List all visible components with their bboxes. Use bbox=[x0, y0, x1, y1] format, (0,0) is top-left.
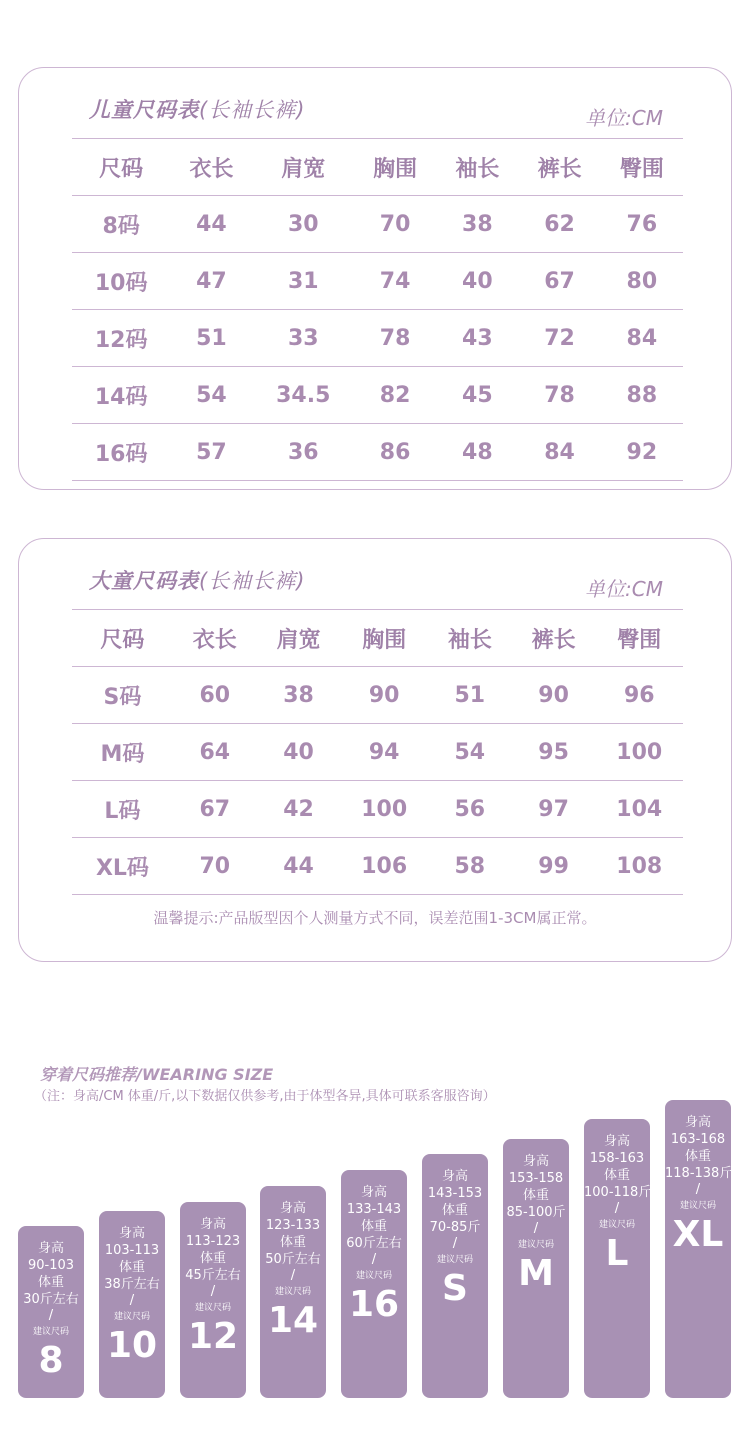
children-size-table bbox=[72, 138, 683, 481]
table-row bbox=[72, 424, 683, 481]
height-range: 103-113 bbox=[104, 1243, 160, 1258]
size-bar-12 bbox=[180, 1202, 246, 1398]
table-cell: 78 bbox=[518, 367, 600, 424]
column-header: 肩宽 bbox=[257, 610, 341, 667]
teen-chart-title: 大童尺码表(长袖长裤) bbox=[89, 569, 306, 593]
size-code: 14 bbox=[267, 1300, 319, 1341]
weight-label: 体重 bbox=[37, 1275, 64, 1290]
recommend-label: 建议尺码 bbox=[355, 1271, 392, 1281]
recommend-label: 建议尺码 bbox=[113, 1312, 150, 1322]
divider-slash: / bbox=[533, 1221, 539, 1236]
recommend-label: 建议尺码 bbox=[32, 1327, 69, 1337]
height-range: 153-158 bbox=[508, 1171, 564, 1186]
table-cell: 64 bbox=[173, 724, 257, 781]
measurement-note: 温馨提示:产品版型因个人测量方式不同，误差范围1-3CM属正常。 bbox=[153, 909, 597, 927]
size-code: 16 bbox=[348, 1284, 400, 1325]
size-bar-s bbox=[422, 1154, 488, 1398]
weight-label: 体重 bbox=[684, 1149, 711, 1164]
teen-chart-unit: 单位:CM bbox=[585, 577, 663, 601]
divider-slash: / bbox=[210, 1284, 216, 1299]
height-range: 158-163 bbox=[589, 1151, 645, 1166]
table-cell: 104 bbox=[596, 781, 683, 838]
column-header: 肩宽 bbox=[253, 139, 354, 196]
divider-slash: / bbox=[614, 1201, 620, 1216]
height-label: 身高 bbox=[360, 1185, 387, 1200]
table-cell: 45 bbox=[436, 367, 518, 424]
table-row bbox=[72, 724, 683, 781]
height-range: 133-143 bbox=[346, 1202, 402, 1217]
divider-slash: / bbox=[290, 1268, 296, 1283]
table-cell: 95 bbox=[512, 724, 596, 781]
size-code: S bbox=[442, 1268, 468, 1309]
children-size-card bbox=[18, 67, 732, 490]
table-cell: 100 bbox=[340, 781, 427, 838]
weight-label: 体重 bbox=[279, 1235, 306, 1250]
table-cell: 8码 bbox=[72, 196, 170, 253]
table-cell: 44 bbox=[257, 838, 341, 895]
table-cell: 47 bbox=[170, 253, 252, 310]
table-cell: 84 bbox=[518, 424, 600, 481]
table-header-row bbox=[72, 610, 683, 667]
height-label: 身高 bbox=[118, 1226, 145, 1241]
table-cell: 54 bbox=[170, 367, 252, 424]
table-cell: 43 bbox=[436, 310, 518, 367]
divider-slash: / bbox=[695, 1182, 701, 1197]
table-cell: L码 bbox=[72, 781, 173, 838]
table-cell: 90 bbox=[340, 667, 427, 724]
size-bar-m bbox=[503, 1139, 569, 1398]
recommend-label: 建议尺码 bbox=[436, 1255, 473, 1265]
column-header: 裤长 bbox=[512, 610, 596, 667]
table-cell: 70 bbox=[354, 196, 436, 253]
recommend-label: 建议尺码 bbox=[517, 1240, 554, 1250]
table-cell: 60 bbox=[173, 667, 257, 724]
table-header-row bbox=[72, 139, 683, 196]
size-bar-xl bbox=[665, 1100, 731, 1398]
height-label: 身高 bbox=[279, 1201, 306, 1216]
divider-slash: / bbox=[48, 1308, 54, 1323]
table-cell: 33 bbox=[253, 310, 354, 367]
column-header: 尺码 bbox=[72, 610, 173, 667]
weight-label: 体重 bbox=[441, 1203, 468, 1218]
table-cell: 12码 bbox=[72, 310, 170, 367]
table-cell: 90 bbox=[512, 667, 596, 724]
size-bar-16 bbox=[341, 1170, 407, 1398]
divider-slash: / bbox=[129, 1293, 135, 1308]
table-cell: 14码 bbox=[72, 367, 170, 424]
size-bar-8 bbox=[18, 1226, 84, 1398]
table-cell: 51 bbox=[428, 667, 512, 724]
height-label: 身高 bbox=[603, 1134, 630, 1149]
table-row bbox=[72, 253, 683, 310]
size-code: L bbox=[605, 1233, 629, 1274]
table-cell: 38 bbox=[436, 196, 518, 253]
table-cell: 10码 bbox=[72, 253, 170, 310]
teen-size-card bbox=[18, 538, 732, 962]
height-range: 113-123 bbox=[185, 1234, 241, 1249]
table-row bbox=[72, 838, 683, 895]
column-header: 裤长 bbox=[518, 139, 600, 196]
column-header: 尺码 bbox=[72, 139, 170, 196]
weight-label: 体重 bbox=[522, 1188, 549, 1203]
weight-range: 38斤左右 bbox=[104, 1277, 160, 1292]
column-header: 衣长 bbox=[170, 139, 252, 196]
size-code: 10 bbox=[106, 1325, 158, 1366]
table-cell: 88 bbox=[601, 367, 683, 424]
height-range: 90-103 bbox=[27, 1258, 75, 1273]
table-cell: 67 bbox=[518, 253, 600, 310]
table-cell: 42 bbox=[257, 781, 341, 838]
size-code: M bbox=[518, 1253, 554, 1294]
table-cell: M码 bbox=[72, 724, 173, 781]
size-code: 8 bbox=[38, 1340, 64, 1381]
table-cell: 97 bbox=[512, 781, 596, 838]
table-cell: 48 bbox=[436, 424, 518, 481]
table-cell: 44 bbox=[170, 196, 252, 253]
table-cell: 16码 bbox=[72, 424, 170, 481]
table-cell: 36 bbox=[253, 424, 354, 481]
column-header: 臀围 bbox=[596, 610, 683, 667]
table-cell: 76 bbox=[601, 196, 683, 253]
table-cell: 54 bbox=[428, 724, 512, 781]
table-cell: 51 bbox=[170, 310, 252, 367]
table-cell: 96 bbox=[596, 667, 683, 724]
children-chart-title: 儿童尺码表(长袖长裤) bbox=[89, 98, 306, 122]
table-cell: 74 bbox=[354, 253, 436, 310]
table-cell: 57 bbox=[170, 424, 252, 481]
height-label: 身高 bbox=[684, 1115, 711, 1130]
divider-slash: / bbox=[452, 1236, 458, 1251]
table-cell: 92 bbox=[601, 424, 683, 481]
column-header: 袖长 bbox=[436, 139, 518, 196]
size-code: 12 bbox=[187, 1316, 239, 1357]
table-cell: 80 bbox=[601, 253, 683, 310]
table-cell: 62 bbox=[518, 196, 600, 253]
recommend-label: 建议尺码 bbox=[194, 1303, 231, 1313]
table-cell: XL码 bbox=[72, 838, 173, 895]
weight-range: 50斤左右 bbox=[265, 1252, 321, 1267]
column-header: 臀围 bbox=[601, 139, 683, 196]
weight-range: 45斤左右 bbox=[185, 1268, 241, 1283]
size-bar-14 bbox=[260, 1186, 326, 1398]
recommend-label: 建议尺码 bbox=[274, 1287, 311, 1297]
weight-label: 体重 bbox=[360, 1219, 387, 1234]
table-cell: 94 bbox=[340, 724, 427, 781]
table-row bbox=[72, 310, 683, 367]
wearing-size-title: 穿着尺码推荐/WEARING SIZE bbox=[40, 1065, 274, 1084]
table-cell: 72 bbox=[518, 310, 600, 367]
table-cell: 34.5 bbox=[253, 367, 354, 424]
table-cell: 70 bbox=[173, 838, 257, 895]
column-header: 衣长 bbox=[173, 610, 257, 667]
table-cell: 78 bbox=[354, 310, 436, 367]
column-header: 胸围 bbox=[340, 610, 427, 667]
table-cell: 38 bbox=[257, 667, 341, 724]
height-label: 身高 bbox=[441, 1169, 468, 1184]
teen-size-table bbox=[72, 609, 683, 895]
height-range: 163-168 bbox=[670, 1132, 726, 1147]
weight-range: 100-118斤 bbox=[584, 1185, 652, 1200]
table-cell: 100 bbox=[596, 724, 683, 781]
table-cell: 30 bbox=[253, 196, 354, 253]
height-label: 身高 bbox=[199, 1217, 226, 1232]
weight-label: 体重 bbox=[118, 1260, 145, 1275]
table-cell: 106 bbox=[340, 838, 427, 895]
table-cell: 31 bbox=[253, 253, 354, 310]
table-row bbox=[72, 367, 683, 424]
height-range: 123-133 bbox=[265, 1218, 321, 1233]
height-label: 身高 bbox=[37, 1241, 64, 1256]
weight-range: 30斤左右 bbox=[23, 1292, 79, 1307]
weight-range: 70-85斤 bbox=[429, 1220, 481, 1235]
table-cell: 99 bbox=[512, 838, 596, 895]
column-header: 胸围 bbox=[354, 139, 436, 196]
height-label: 身高 bbox=[522, 1154, 549, 1169]
table-row bbox=[72, 781, 683, 838]
table-cell: 86 bbox=[354, 424, 436, 481]
size-bar-l bbox=[584, 1119, 650, 1398]
table-cell: 67 bbox=[173, 781, 257, 838]
divider-slash: / bbox=[371, 1252, 377, 1267]
height-range: 143-153 bbox=[427, 1186, 483, 1201]
recommend-label: 建议尺码 bbox=[598, 1220, 635, 1230]
table-cell: 82 bbox=[354, 367, 436, 424]
weight-label: 体重 bbox=[603, 1168, 630, 1183]
table-cell: 58 bbox=[428, 838, 512, 895]
table-cell: 108 bbox=[596, 838, 683, 895]
table-row bbox=[72, 667, 683, 724]
weight-range: 118-138斤 bbox=[665, 1166, 733, 1181]
size-code: XL bbox=[672, 1214, 724, 1255]
children-chart-unit: 单位:CM bbox=[585, 106, 663, 130]
table-row bbox=[72, 196, 683, 253]
wearing-size-note: （注：身高/CM 体重/斤,以下数据仅供参考,由于体型各异,具体可联系客服咨询） bbox=[34, 1089, 496, 1104]
weight-label: 体重 bbox=[199, 1251, 226, 1266]
table-cell: S码 bbox=[72, 667, 173, 724]
weight-range: 85-100斤 bbox=[506, 1205, 566, 1220]
table-cell: 40 bbox=[436, 253, 518, 310]
table-cell: 84 bbox=[601, 310, 683, 367]
table-cell: 40 bbox=[257, 724, 341, 781]
table-cell: 56 bbox=[428, 781, 512, 838]
weight-range: 60斤左右 bbox=[346, 1236, 402, 1251]
column-header: 袖长 bbox=[428, 610, 512, 667]
recommend-label: 建议尺码 bbox=[679, 1201, 716, 1211]
size-bar-10 bbox=[99, 1211, 165, 1398]
